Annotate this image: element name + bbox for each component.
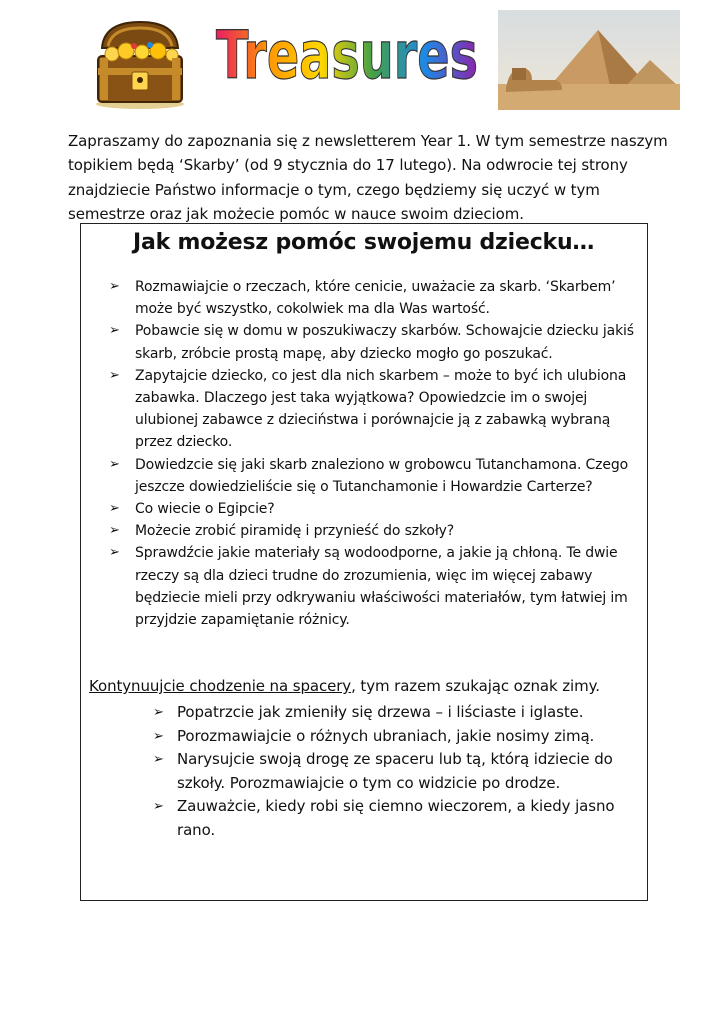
arrow-bullet-icon: ➢: [153, 799, 164, 814]
pyramid-image: [498, 10, 680, 110]
arrow-bullet-icon: ➢: [109, 501, 120, 517]
walks-title: Kontynuujcie chodzenie na spacery, tym razem szukając oznak zimy.: [89, 677, 600, 695]
list-item: ➢ Sprawdźcie jakie materiały są wodoodporne, a jakie ją chłoną. Te dwie rzeczy są dla dzieci trudne do zrozumienia, więc im więcej zabawy będziecie mieli przy odkrywaniu właściwości materiałów, tym łatwiej im przyjdzie zapamiętanie różnicy.: [107, 542, 637, 631]
list-item: ➢ Narysujcie swoją drogę ze spaceru lub tą, którą idziecie do szkoły. Porozmawiajcie o tym co widzicie po drodze.: [153, 750, 613, 792]
arrow-bullet-icon: ➢: [153, 728, 164, 744]
arrow-bullet-icon: ➢: [153, 705, 164, 720]
list-item: ➢ Co wiecie o Egipcie?: [107, 498, 637, 520]
help-heading: Jak możesz pomóc swojemu dziecku…: [133, 230, 595, 255]
list-item: ➢ Porozmawiajcie o różnych ubraniach, jakie nosimy zimą.: [151, 725, 641, 749]
svg-text:Treasures: Treasures: [216, 17, 478, 94]
list-item: ➢ Zapytajcie dziecko, co jest dla nich skarbem – może to być ich ulubiona zabawka. Dlaczego jest taka wyjątkowa? Opowiedzcie im o swojej ulubionej zabawce z dzieciństwa i porównajcie ją z zabawką wybraną przez dziecko.: [107, 365, 637, 454]
list-item: ➢ Rozmawiajcie o rzeczach, które cenicie, uważacie za skarb. ‘Skarbem’ może być wszystko, cokolwiek ma dla Was wartość.: [107, 276, 637, 320]
list-item: ➢ Popatrzcie jak zmieniły się drzewa – i liściaste i iglaste.: [151, 701, 641, 725]
intro-paragraph: Zapraszamy do zapoznania się z newsletterem Year 1. W tym semestrze naszym topikiem będą ‘Skarby’ (od 9 stycznia do 17 lutego). Na odwrocie tej strony znajdziecie Państwo informacje o tym, czego będziemy się uczyć w tym semestrze oraz jak możecie pomóc w nauce swoim dzieciom.: [68, 132, 668, 224]
arrow-bullet-icon: ➢: [109, 279, 120, 294]
list-item: ➢ Pobawcie się w domu w poszukiwaczy skarbów. Schowajcie dziecku jakiś skarb, zróbcie prostą mapę, aby dziecko mogło go poszukać.: [107, 320, 637, 364]
list-item: ➢ Zauważcie, kiedy robi się ciemno wieczorem, a kiedy jasno rano.: [153, 797, 615, 839]
list-item: ➢ Możecie zrobić piramidę i przynieść do szkoły?: [107, 520, 637, 542]
treasure-chest-image: [88, 18, 192, 110]
arrow-bullet-icon: ➢: [153, 752, 164, 767]
arrow-bullet-icon: ➢: [109, 523, 120, 539]
page-title: [212, 12, 482, 94]
walks-list: [151, 701, 641, 842]
arrow-bullet-icon: ➢: [109, 367, 120, 383]
help-section: [80, 223, 648, 901]
arrow-bullet-icon: ➢: [109, 323, 120, 339]
arrow-bullet-icon: ➢: [109, 545, 120, 561]
list-item: ➢ Dowiedzcie się jaki skarb znaleziono w grobowcu Tutanchamona. Czego jeszcze dowiedzieliście się o Tutanchamonie i Howardzie Carterze?: [107, 454, 637, 498]
help-list: [107, 276, 637, 631]
arrow-bullet-icon: ➢: [109, 456, 120, 472]
